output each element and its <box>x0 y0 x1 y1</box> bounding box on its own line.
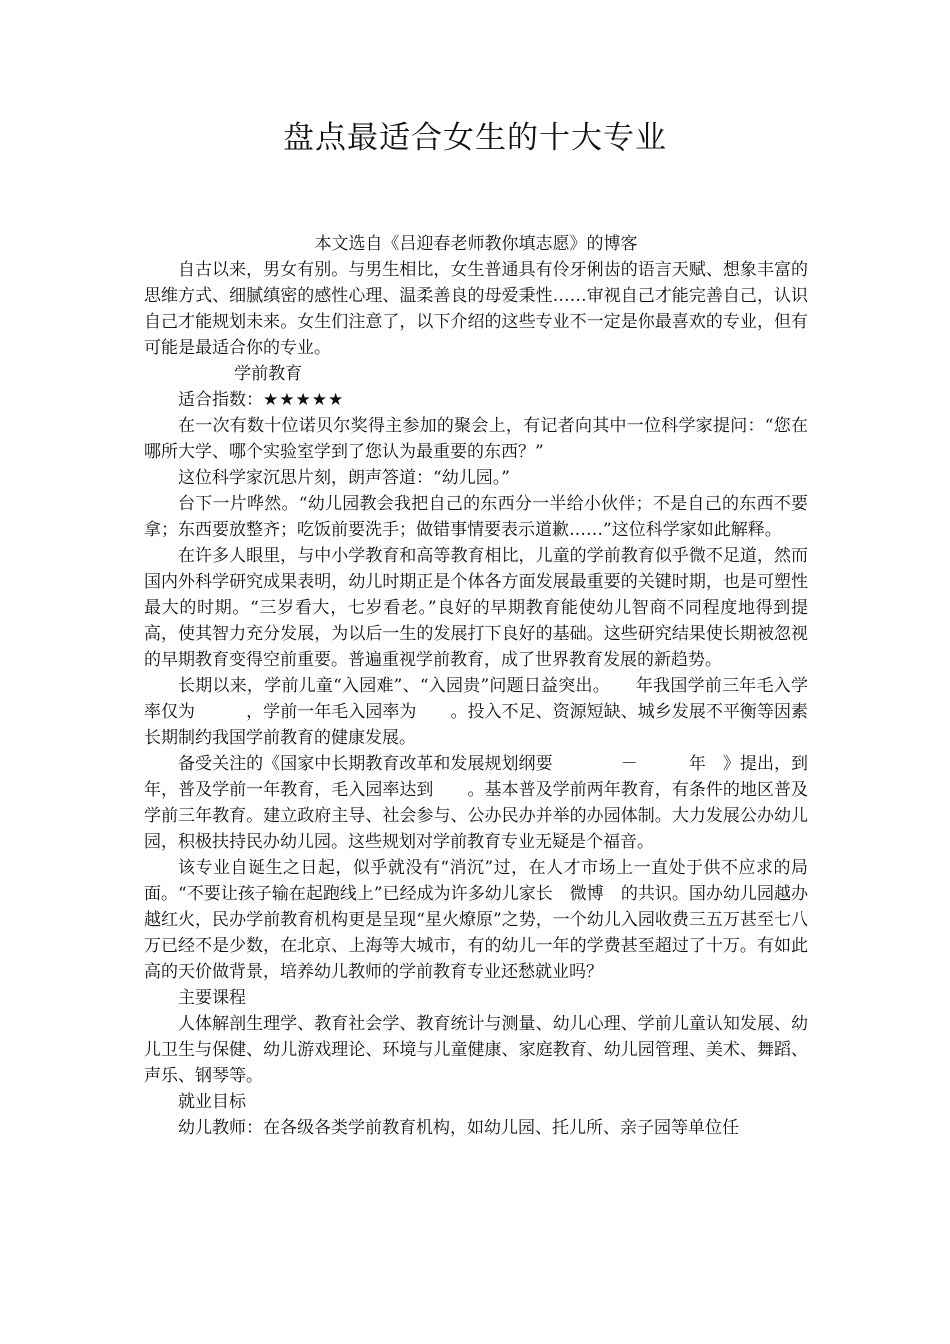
rating-stars: ★★★★★ <box>263 390 345 410</box>
courses-heading: 主要课程 <box>178 988 246 1008</box>
courses-paragraph: 人体解剖生理学、教育社会学、教育统计与测量、幼儿心理、学前儿童认知发展、幼儿卫生与保健、幼儿游戏理论、环境与儿童健康、家庭教育、幼儿园管理、美术、舞蹈、声乐、钢琴等。 <box>144 1014 808 1086</box>
document-body <box>144 231 842 1141</box>
rating-line <box>144 387 808 413</box>
source-line: 本文选自《吕迎春老师教你填志愿》的博客 <box>314 234 638 254</box>
body-paragraph: 在一次有数十位诺贝尔奖得主参加的聚会上，有记者向其中一位科学家提问：“您在哪所大学、哪个实验室学到了您认为最重要的东西？” <box>144 416 808 462</box>
body-paragraph: 备受关注的《国家中长期教育改革和发展规划纲要 － 年 》提出，到 年，普及学前一年教育，毛入园率达到 。基本普及学前两年教育，有条件的地区普及学前三年教育。建立政府主导、社会参与、公办民办并举的办园体制。大力发展公办幼儿园，积极扶持民办幼儿园。这些规划对学前教育专业无疑是个福音。 <box>144 754 842 852</box>
body-paragraph: 该专业自诞生之日起，似乎就没有“消沉”过，在人才市场上一直处于供不应求的局面。“不要让孩子输在起跑线上”已经成为许多幼儿家长 微博 的共识。国办幼儿园越办越红火，民办学前教育机构更是呈现“星火燎原”之势，一个幼儿入园收费三五万甚至七八万已经不是少数，在北京、上海等大城市，有的幼儿一年的学费甚至超过了十万。有如此高的天价做背景，培养幼儿教师的学前教育专业还愁就业吗？ <box>144 858 808 982</box>
intro-paragraph: 自古以来，男女有别。与男生相比，女生普通具有伶牙俐齿的语言天赋、想象丰富的思维方式、细腻缜密的感性心理、温柔善良的母爱秉性……审视自己才能完善自己，认识自己才能规划未来。女生们注意了，以下介绍的这些专业不一定是你最喜欢的专业，但有可能是最适合你的专业。 <box>144 260 808 358</box>
section-heading: 学前教育 <box>234 364 303 384</box>
body-paragraph: 长期以来，学前儿童“入园难”、“入园贵”问题日益突出。 年我国学前三年毛入学率仅为 ，学前一年毛入园率为 。投入不足、资源短缺、城乡发展不平衡等因素长期制约我国学前教育的健康发展。 <box>144 676 808 748</box>
career-paragraph: 幼儿教师：在各级各类学前教育机构，如幼儿园、托儿所、亲子园等单位任 <box>178 1118 739 1138</box>
document-title: 盘点最适合女生的十大专业 <box>283 120 667 156</box>
career-heading: 就业目标 <box>178 1092 246 1112</box>
body-paragraph: 在许多人眼里，与中小学教育和高等教育相比，儿童的学前教育似乎微不足道，然而国内外科学研究成果表明，幼儿时期正是个体各方面发展最重要的关键时期，也是可塑性最大的时期。“三岁看大，七岁看老。”良好的早期教育能使幼儿智商不同程度地得到提高，使其智力充分发展，为以后一生的发展打下良好的基础。这些研究结果使长期被忽视的早期教育变得空前重要。普遍重视学前教育，成了世界教育发展的新趋势。 <box>144 546 808 670</box>
rating-label: 适合指数： <box>178 390 263 410</box>
body-paragraph: 台下一片哗然。“幼儿园教会我把自己的东西分一半给小伙伴；不是自己的东西不要拿；东西要放整齐；吃饭前要洗手；做错事情要表示道歉……”这位科学家如此解释。 <box>144 494 808 540</box>
body-paragraph: 这位科学家沉思片刻，朗声答道：“幼儿园。” <box>178 468 510 488</box>
